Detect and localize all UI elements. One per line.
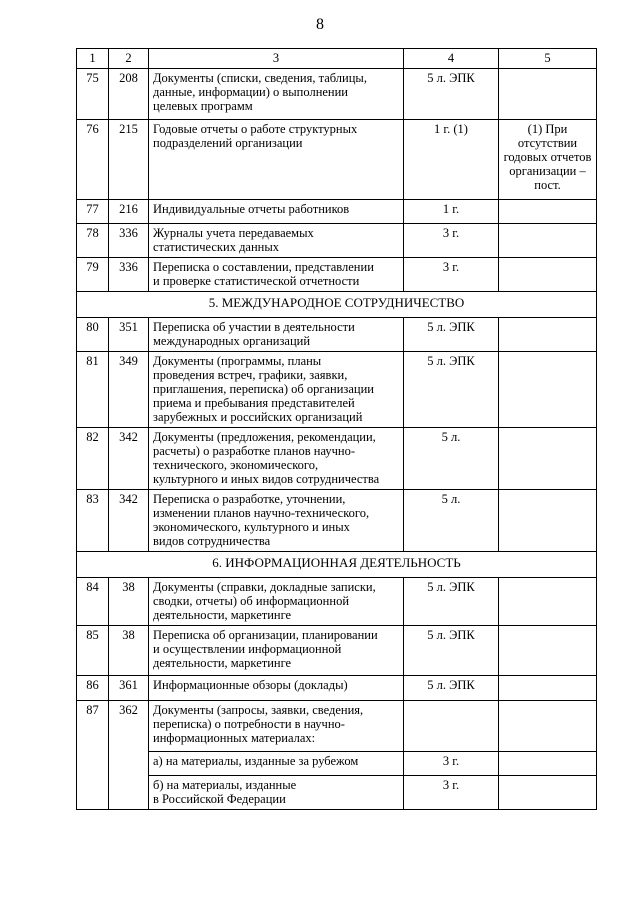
row-number: 86 [77, 676, 109, 701]
subrow-description [149, 776, 404, 810]
table-row [77, 428, 597, 490]
row-note [499, 224, 597, 258]
row-description-line: и осуществлении информационной [153, 642, 342, 656]
row-code: 362 [109, 701, 149, 810]
row-description-line: информационных материалах: [153, 731, 316, 745]
row-note-line: (1) При [527, 122, 568, 136]
row-code: 342 [109, 428, 149, 490]
row-note [499, 200, 597, 224]
row-description-line: переписка) о потребности в научно- [153, 717, 345, 731]
row-description-line: зарубежных и российских организаций [153, 410, 363, 424]
subrow-note [499, 776, 597, 810]
row-term: 5 л. ЭПК [404, 676, 499, 701]
row-note [499, 69, 597, 120]
row-note [499, 318, 597, 352]
row-code: 351 [109, 318, 149, 352]
row-description-line: расчеты) о разработке планов научно- [153, 444, 356, 458]
table-row [77, 352, 597, 428]
row-description [149, 428, 404, 490]
row-description-line: Документы (программы, планы [153, 354, 322, 368]
row-description-line: подразделений организации [153, 136, 303, 150]
row-term: 3 г. [404, 224, 499, 258]
row-note-line: годовых отчетов [503, 150, 592, 164]
table-row [77, 224, 597, 258]
row-term: 5 л. [404, 428, 499, 490]
row-number: 79 [77, 258, 109, 292]
table-row [77, 69, 597, 120]
row-description-line: Информационные обзоры (доклады) [153, 678, 348, 692]
row-number: 85 [77, 626, 109, 676]
row-description-line: деятельности, маркетинге [153, 656, 292, 670]
row-number: 78 [77, 224, 109, 258]
row-description [149, 676, 404, 701]
row-term: 5 л. ЭПК [404, 626, 499, 676]
row-note [499, 626, 597, 676]
row-description [149, 490, 404, 552]
row-term: 5 л. ЭПК [404, 578, 499, 626]
row-number: 81 [77, 352, 109, 428]
retention-table [76, 48, 597, 810]
subrow-description-line: б) на материалы, изданные [153, 778, 297, 792]
table-row [77, 120, 597, 200]
row-note-line: пост. [534, 178, 561, 192]
row-description-line: Документы (запросы, заявки, сведения, [153, 703, 364, 717]
row-description [149, 200, 404, 224]
section-row [77, 292, 597, 318]
row-term: 5 л. [404, 490, 499, 552]
row-note [499, 120, 597, 200]
row-code: 361 [109, 676, 149, 701]
table-row [77, 578, 597, 626]
row-description [149, 352, 404, 428]
row-description-line: Переписка о разработке, уточнении, [153, 492, 346, 506]
row-code: 215 [109, 120, 149, 200]
section-title: 6. ИНФОРМАЦИОННАЯ ДЕЯТЕЛЬНОСТЬ [77, 552, 597, 578]
row-description [149, 258, 404, 292]
row-code: 216 [109, 200, 149, 224]
row-description-line: Журналы учета передаваемых [153, 226, 314, 240]
header-col-2: 2 [109, 49, 149, 69]
row-number: 87 [77, 701, 109, 810]
subrow-description-line: в Российской Федерации [153, 792, 286, 806]
row-number: 75 [77, 69, 109, 120]
row-note [499, 701, 597, 752]
row-code: 342 [109, 490, 149, 552]
row-description-line: приглашения, переписка) об организации [153, 382, 374, 396]
row-description-line: видов сотрудничества [153, 534, 271, 548]
row-code: 208 [109, 69, 149, 120]
row-description-line: Документы (предложения, рекомендации, [153, 430, 376, 444]
row-description-line: деятельности, маркетинге [153, 608, 292, 622]
section-row [77, 552, 597, 578]
row-description-line: сводки, отчеты) об информационной [153, 594, 350, 608]
row-description-line: культурного и иных видов сотрудничества [153, 472, 380, 486]
row-note [499, 578, 597, 626]
row-description-line: изменении планов научно-технического, [153, 506, 370, 520]
row-description-line: Годовые отчеты о работе структурных [153, 122, 358, 136]
row-description-line: технического, экономического, [153, 458, 319, 472]
header-col-3: 3 [149, 49, 404, 69]
row-description [149, 224, 404, 258]
row-description-line: и проверке статистической отчетности [153, 274, 360, 288]
row-number: 77 [77, 200, 109, 224]
row-term: 1 г. [404, 200, 499, 224]
header-col-5: 5 [499, 49, 597, 69]
row-description [149, 701, 404, 752]
row-description [149, 69, 404, 120]
row-description-line: статистических данных [153, 240, 280, 254]
row-term: 5 л. ЭПК [404, 318, 499, 352]
row-description [149, 578, 404, 626]
row-note [499, 258, 597, 292]
row-description-line: проведения встреч, графики, заявки, [153, 368, 348, 382]
table-row [77, 318, 597, 352]
table-row [77, 258, 597, 292]
row-description-line: Переписка об участии в деятельности [153, 320, 355, 334]
row-description-line: данные, информации) о выполнении [153, 85, 348, 99]
table-row [77, 676, 597, 701]
row-note [499, 490, 597, 552]
header-col-4: 4 [404, 49, 499, 69]
table-body [77, 69, 597, 810]
subrow-description [149, 752, 404, 776]
subrow-note [499, 752, 597, 776]
row-code: 336 [109, 258, 149, 292]
row-number: 84 [77, 578, 109, 626]
header-row [77, 49, 597, 69]
page-number: 8 [316, 16, 324, 33]
row-description-line: целевых программ [153, 99, 253, 113]
table-row [77, 626, 597, 676]
subrow-term: 3 г. [404, 752, 499, 776]
table-row [77, 701, 597, 752]
row-number: 83 [77, 490, 109, 552]
row-code: 38 [109, 626, 149, 676]
table-row [77, 490, 597, 552]
row-code: 38 [109, 578, 149, 626]
row-term: 3 г. [404, 258, 499, 292]
row-note-line: организации – [509, 164, 586, 178]
row-note-line: отсутствии [517, 136, 578, 150]
row-description-line: экономического, культурного и иных [153, 520, 350, 534]
row-description-line: Переписка об организации, планировании [153, 628, 378, 642]
subrow-term: 3 г. [404, 776, 499, 810]
row-term: 1 г. (1) [404, 120, 499, 200]
row-number: 82 [77, 428, 109, 490]
row-number: 76 [77, 120, 109, 200]
row-number: 80 [77, 318, 109, 352]
row-description [149, 626, 404, 676]
row-note [499, 676, 597, 701]
subrow-description-line: а) на материалы, изданные за рубежом [153, 754, 359, 768]
row-description-line: Переписка о составлении, представлении [153, 260, 374, 274]
row-description [149, 318, 404, 352]
header-col-1: 1 [77, 49, 109, 69]
section-title: 5. МЕЖДУНАРОДНОЕ СОТРУДНИЧЕСТВО [77, 292, 597, 318]
row-note [499, 428, 597, 490]
row-description-line: приема и пребывания представителей [153, 396, 355, 410]
row-term [404, 701, 499, 752]
row-description [149, 120, 404, 200]
row-code: 349 [109, 352, 149, 428]
row-term: 5 л. ЭПК [404, 352, 499, 428]
row-term: 5 л. ЭПК [404, 69, 499, 120]
table-subrow [77, 752, 597, 776]
row-code: 336 [109, 224, 149, 258]
table-subrow [77, 776, 597, 810]
row-description-line: Индивидуальные отчеты работников [153, 202, 350, 216]
row-note [499, 352, 597, 428]
table-row [77, 200, 597, 224]
row-description-line: международных организаций [153, 334, 311, 348]
row-description-line: Документы (справки, докладные записки, [153, 580, 376, 594]
row-description-line: Документы (списки, сведения, таблицы, [153, 71, 367, 85]
